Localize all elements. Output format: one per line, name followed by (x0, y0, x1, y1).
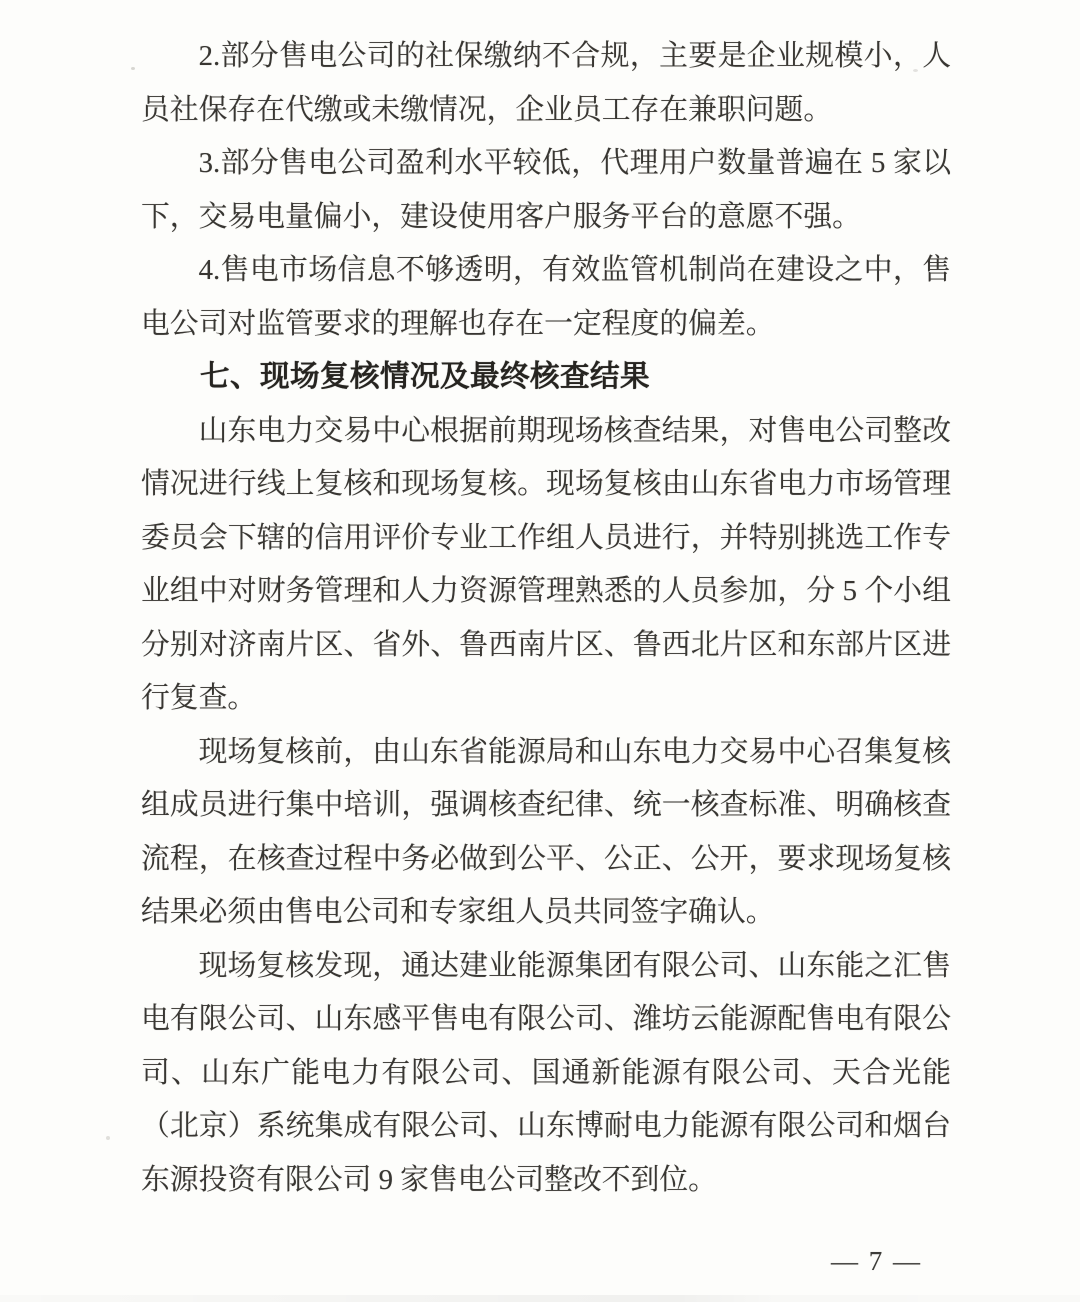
paragraph-review-overview: 山东电力交易中心根据前期现场核查结果，对售电公司整改情况进行线上复核和现场复核。现场复核由山东省电力市场管理委员会下辖的信用评价专业工作组人员进行，并特别挑选工作专业组中对财务管理和人力资源管理熟悉的人员参加，分 5 个小组分别对济南片区、省外、鲁西南片区、鲁西北片区和东部片区进行复查。 (141, 414, 951, 714)
scan-speck (913, 69, 918, 72)
scan-speck (106, 1136, 110, 1140)
paragraph-finding-4: 4.售电市场信息不够透明，有效监管机制尚在建设之中，售电公司对监管要求的理解也存在一定程度的偏差。 (141, 254, 951, 340)
paragraph-finding-3: 3.部分售电公司盈利水平较低，代理用户数量普遍在 5 家以下，交易电量偏小，建设使用客户服务平台的意愿不强。 (141, 147, 951, 233)
section-heading: 七、现场复核情况及最终核查结果 (200, 361, 651, 393)
paragraph-review-findings: 现场复核发现，通达建业能源集团有限公司、山东能之汇售电有限公司、山东感平售电有限公司、潍坊云能源配售电有限公司、山东广能电力有限公司、国通新能源有限公司、天合光能（北京）系统集成有限公司、山东博耐电力能源有限公司和烟台东源投资有限公司 9 家售电公司整改不到位。 (141, 949, 951, 1196)
document-body (141, 30, 951, 1207)
paragraph-review-training: 现场复核前，由山东省能源局和山东电力交易中心召集复核组成员进行集中培训，强调核查纪律、统一核查标准、明确核查流程，在核查过程中务必做到公平、公正、公开，要求现场复核结果必须由售电公司和专家组人员共同签字确认。 (141, 735, 951, 928)
scan-edge-shadow (0, 1295, 1080, 1302)
page-number: — 7 — (831, 1246, 922, 1276)
paragraph-finding-2: 2.部分售电公司的社保缴纳不合规，主要是企业规模小，人员社保存在代缴或未缴情况，企业员工存在兼职问题。 (141, 40, 951, 126)
scan-speck (131, 67, 135, 70)
